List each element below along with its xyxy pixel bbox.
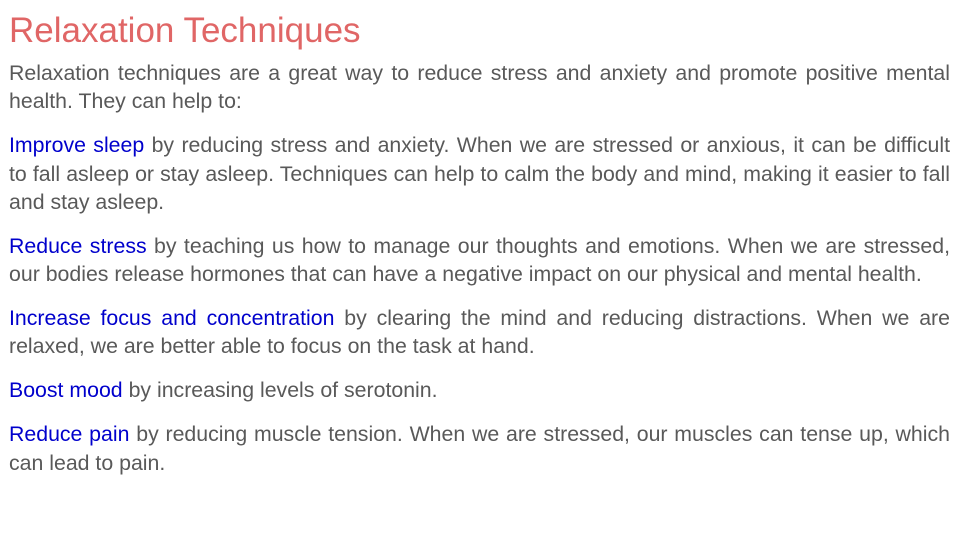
list-item-reduce-pain <box>9 420 950 477</box>
intro-paragraph: Relaxation techniques are a great way to reduce stress and anxiety and promote positive mental health. They can help to: <box>9 61 950 114</box>
list-item-boost-mood <box>9 376 950 404</box>
item-text: by reducing muscle tension. When we are stressed, our muscles can tense up, which can lead to pain. <box>9 422 950 475</box>
item-text: by increasing levels of serotonin. <box>122 378 438 403</box>
list-item-increase-focus <box>9 304 950 361</box>
item-text: by clearing the mind and reducing distractions. When we are relaxed, we are better able to focus on the task at hand. <box>9 306 950 359</box>
slide-content <box>9 11 950 477</box>
keyword-increase-focus: Increase focus and concentration <box>9 306 335 331</box>
keyword-boost-mood: Boost mood <box>9 378 123 403</box>
keyword-reduce-stress: Reduce stress <box>9 233 147 258</box>
keyword-improve-sleep: Improve sleep <box>9 133 145 158</box>
item-text: by reducing stress and anxiety. When we are stressed or anxious, it can be difficult to fall asleep or stay asleep. Techniques can help to calm the body and mind, making it easier to fall and stay asleep. <box>9 133 951 214</box>
slide-title: Relaxation Techniques <box>9 11 361 50</box>
list-item-reduce-stress <box>9 232 950 289</box>
item-text: by teaching us how to manage our thoughts and emotions. When we are stressed, our bodies release hormones that can have a negative impact on our physical and mental health. <box>9 233 951 287</box>
list-item-improve-sleep <box>9 131 950 216</box>
keyword-reduce-pain: Reduce pain <box>9 422 130 447</box>
